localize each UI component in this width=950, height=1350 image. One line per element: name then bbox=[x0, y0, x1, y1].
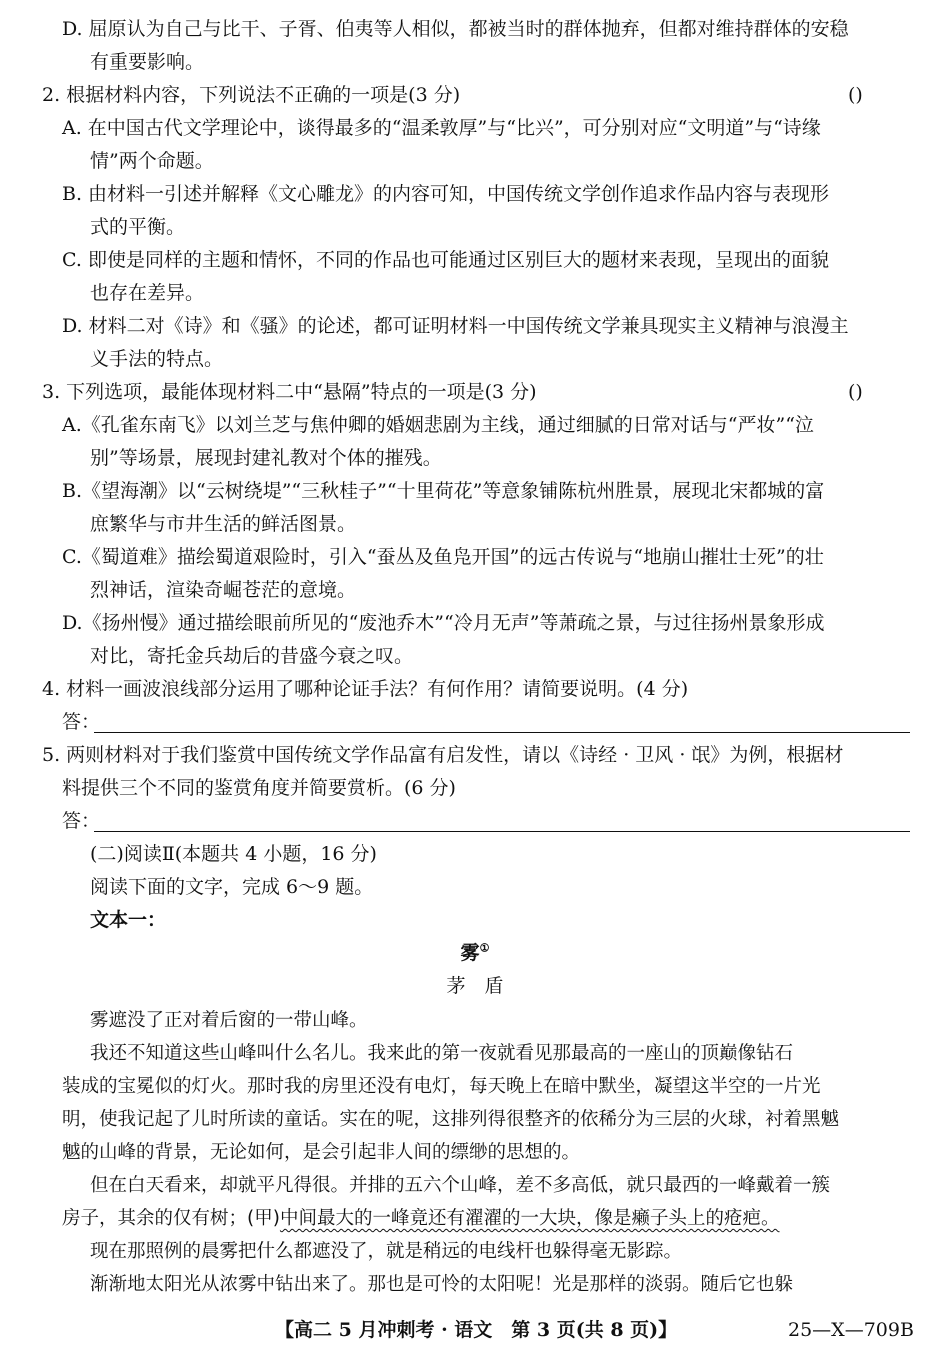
essay-paragraph-2-line3: 明，使我记起了儿时所读的童话。实在的呢，这排列得很整齐的依稀分为三层的火球，衬着黑魆 bbox=[62, 1109, 840, 1130]
essay-paragraph-2-line1: 我还不知道这些山峰叫什么名儿。我来此的第一夜就看见那最高的一座山的顶巅像钻石 bbox=[90, 1043, 794, 1064]
q2-option-a-line2: 情”两个命题。 bbox=[90, 150, 214, 172]
q2-option-d-line1: D. 材料二对《诗》和《骚》的论述，都可证明材料一中国传统文学兼具现实主义精神与浪漫主 bbox=[62, 315, 849, 337]
q3-option-d-line1: D.《扬州慢》通过描绘眼前所见的“废池乔木”“冷月无声”等萧疏之景，与过往扬州景象形成 bbox=[62, 612, 825, 634]
q2-option-b-line1: B. 由材料一引述并解释《文心雕龙》的内容可知，中国传统文学创作追求作品内容与表现形 bbox=[62, 183, 830, 205]
reading-instruction: 阅读下面的文字，完成 6～9 题。 bbox=[90, 876, 374, 898]
q3-option-a-line2: 别”等场景，展现封建礼教对个体的摧残。 bbox=[90, 447, 442, 469]
essay-author: 茅 盾 bbox=[446, 975, 504, 997]
q4-stem: 4. 材料一画波浪线部分运用了哪种论证手法？有何作用？请简要说明。(4 分) bbox=[42, 678, 689, 700]
q2-option-a-line1: A. 在中国古代文学理论中，谈得最多的“温柔敦厚”与“比兴”，可分别对应“文明道”与“诗缘 bbox=[62, 117, 821, 139]
essay-paragraph-2-line4: 魆的山峰的背景，无论如何，是会引起非人间的缥缈的思想的。 bbox=[62, 1142, 581, 1163]
essay-title-text: 雾 bbox=[460, 942, 480, 964]
q2-option-b-line2: 式的平衡。 bbox=[90, 216, 186, 238]
essay-paragraph-1: 雾遮没了正对着后窗的一带山峰。 bbox=[90, 1010, 368, 1031]
q2-stem: 2. 根据材料内容，下列说法不正确的一项是(3 分) bbox=[42, 84, 461, 106]
essay-paragraph-2-line2: 装成的宝冕似的灯火。那时我的房里还没有电灯，每天晚上在暗中默坐，凝望这半空的一片光 bbox=[62, 1076, 821, 1097]
q5-stem-line1: 5. 两则材料对于我们鉴赏中国传统文学作品富有启发性，请以《诗经 · 卫风 · 氓》为例，根据材 bbox=[42, 744, 844, 766]
footnote-marker[interactable]: ① bbox=[479, 941, 490, 955]
q2-option-c-line1: C. 即使是同样的主题和情怀，不同的作品也可能通过区别巨大的题材来表现，呈现出的面貌 bbox=[62, 249, 829, 271]
q3-option-d-line2: 对比，寄托金兵劫后的昔盛今衰之叹。 bbox=[90, 645, 414, 667]
essay-marker-jia: 房子，其余的仅有树；(甲) bbox=[62, 1208, 280, 1229]
q3-option-a-line1: A.《孔雀东南飞》以刘兰芝与焦仲卿的婚姻悲剧为主线，通过细腻的日常对话与“严妆”“泣 bbox=[62, 414, 814, 436]
bracket-open: ( bbox=[848, 381, 856, 403]
essay-paragraph-5-line1: 渐渐地太阳光从浓雾中钻出来了。那也是可怜的太阳呢！光是那样的淡弱。随后它也躲 bbox=[90, 1274, 794, 1295]
q1-option-d-line1: D. 屈原认为自己与比干、子胥、伯夷等人相似，都被当时的群体抛弃，但都对维持群体的安稳 bbox=[62, 18, 849, 40]
q3-option-c-line2: 烈神话，渲染奇崛苍茫的意境。 bbox=[90, 579, 357, 601]
wavy-underlined-sentence: 中间最大的一峰竟还有濯濯的一大块，像是癞子头上的疮疤。 bbox=[279, 1208, 780, 1229]
text-one-label: 文本一： bbox=[90, 909, 167, 931]
q2-option-c-line2: 也存在差异。 bbox=[90, 282, 205, 304]
section-heading: (二)阅读Ⅱ(本题共 4 小题，16 分) bbox=[90, 843, 377, 865]
essay-paragraph-3-line2 bbox=[62, 1204, 950, 1234]
q3-stem: 3. 下列选项，最能体现材料二中“悬隔”特点的一项是(3 分) bbox=[42, 381, 537, 403]
footer-exam-code: 25—X—709B bbox=[788, 1319, 914, 1341]
q5-stem-line2: 料提供三个不同的鉴赏角度并简要赏析。(6 分) bbox=[62, 777, 456, 799]
q4-answer-line[interactable] bbox=[94, 732, 910, 733]
q2-answer-bracket[interactable] bbox=[0, 80, 950, 110]
q5-answer-line[interactable] bbox=[94, 831, 910, 832]
q5-answer-label: 答： bbox=[62, 810, 101, 832]
q3-option-b-line1: B.《望海潮》以“云树绕堤”“三秋桂子”“十里荷花”等意象铺陈杭州胜景，展现北宋都城的富 bbox=[62, 480, 825, 502]
bracket-open: ( bbox=[848, 84, 856, 106]
q4-answer-label: 答： bbox=[62, 711, 101, 733]
essay-title bbox=[0, 937, 950, 969]
q3-answer-bracket[interactable] bbox=[0, 377, 950, 407]
q3-option-c-line1: C.《蜀道难》描绘蜀道艰险时，引入“蚕丛及鱼凫开国”的远古传说与“地崩山摧壮士死”的壮 bbox=[62, 546, 824, 568]
bracket-close: ) bbox=[855, 381, 863, 403]
footer-page-info: 【高二 5 月冲刺考 · 语文 第 3 页(共 8 页)】 bbox=[275, 1319, 678, 1341]
q2-option-d-line2: 义手法的特点。 bbox=[90, 348, 224, 370]
essay-paragraph-3-line1: 但在白天看来，却就平凡得很。并排的五六个山峰，差不多高低，就只最西的一峰戴着一簇 bbox=[90, 1175, 831, 1196]
essay-paragraph-4: 现在那照例的晨雾把什么都遮没了，就是稍远的电线杆也躲得毫无影踪。 bbox=[90, 1241, 683, 1262]
q3-option-b-line2: 庶繁华与市井生活的鲜活图景。 bbox=[90, 513, 357, 535]
q1-option-d-line2: 有重要影响。 bbox=[90, 51, 205, 73]
page-footer bbox=[0, 1315, 950, 1345]
bracket-close: ) bbox=[855, 84, 863, 106]
